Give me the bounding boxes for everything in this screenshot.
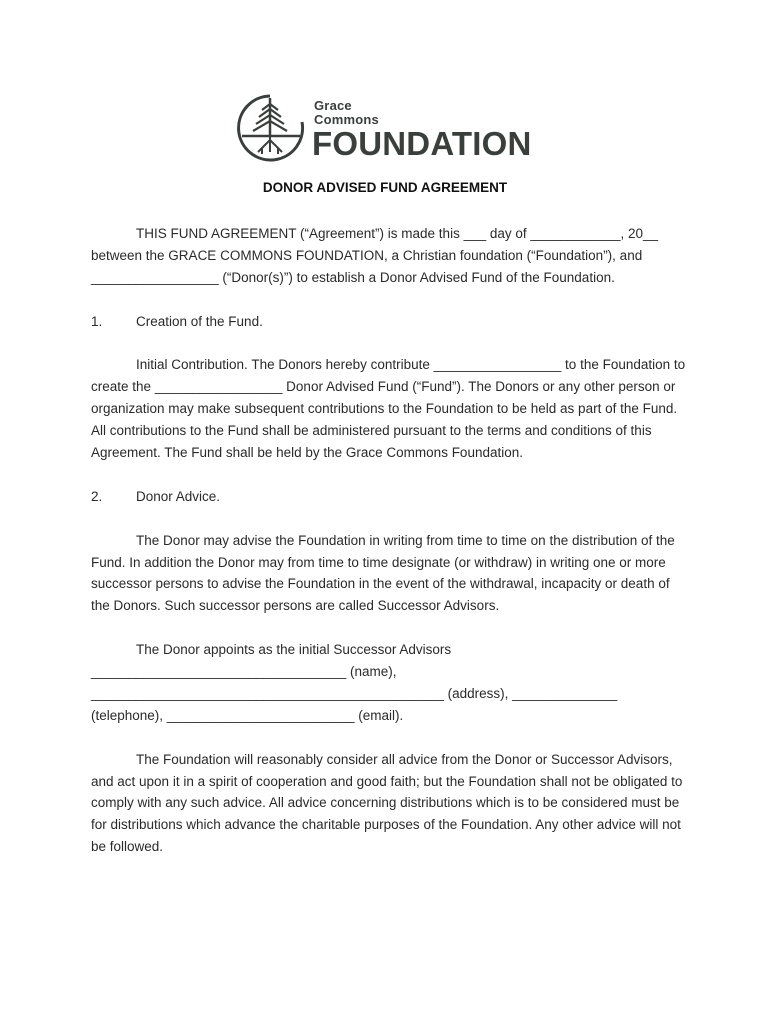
tree-logo-icon	[234, 92, 306, 164]
advice-consideration-paragraph: The Foundation will reasonably consider all advice from the Donor or Successor Advisors, and act upon it in a spirit of cooperation and good faith; but the Foundation shall not be obligated to comply with any such advice. All advice concerning distributions which is to be considered must be for distributions which advance the charitable purposes of the Foundation. Any other advice will not be followed.	[91, 751, 683, 855]
section-1-title: Creation of the Fund.	[136, 313, 263, 329]
document-title: DONOR ADVISED FUND AGREEMENT	[262, 180, 508, 195]
logo-line-grace: Grace	[314, 98, 352, 113]
section-2-text: The Donor may advise the Foundation in writing from time to time on the distribution of the Fund. In addition the Donor may from time to time designate (or withdraw) in writing one or more successor persons to advise the Foundation in the event of the withdrawal, incapacity or death of the Donors. Such successor persons are called Successor Advisors.	[91, 532, 675, 614]
document-body	[91, 223, 686, 880]
section-2-number: 2.	[91, 488, 103, 504]
foundation-logo	[234, 92, 554, 164]
section-2-title: Donor Advice.	[136, 488, 221, 504]
section-1-number: 1.	[91, 313, 103, 329]
section-2-heading	[91, 486, 686, 508]
section-1-text: Initial Contribution. The Donors hereby contribute _________________ to the Foundation to create the _________________ Donor Advised Fund (“Fund”). The Donors or any other person or organization may make subsequent contributions to the Foundation to be held as part of the Fund. All contributions to the Fund shall be administered pursuant to the terms and conditions of this Agreement. The Fund shall be held by the Grace Commons Foundation.	[91, 357, 686, 461]
logo-line-commons: Commons	[314, 112, 379, 127]
intro-paragraph: THIS FUND AGREEMENT (“Agreement”) is made this ___ day of ____________, 20__ between the GRACE COMMONS FOUNDATION, a Christian foundation (“Foundation”), and _________________ (“Donor(s)”) to establish a Donor Advised Fund of the Foundation.	[91, 226, 658, 285]
logo-line-foundation: FOUNDATION	[312, 125, 532, 162]
section-1-heading	[91, 311, 686, 333]
successor-advisors-paragraph: The Donor appoints as the initial Successor Advisors __________________________________ (name), _______________________________________________ (address), ______________ (telephone), _________________________ (email).	[91, 642, 618, 723]
